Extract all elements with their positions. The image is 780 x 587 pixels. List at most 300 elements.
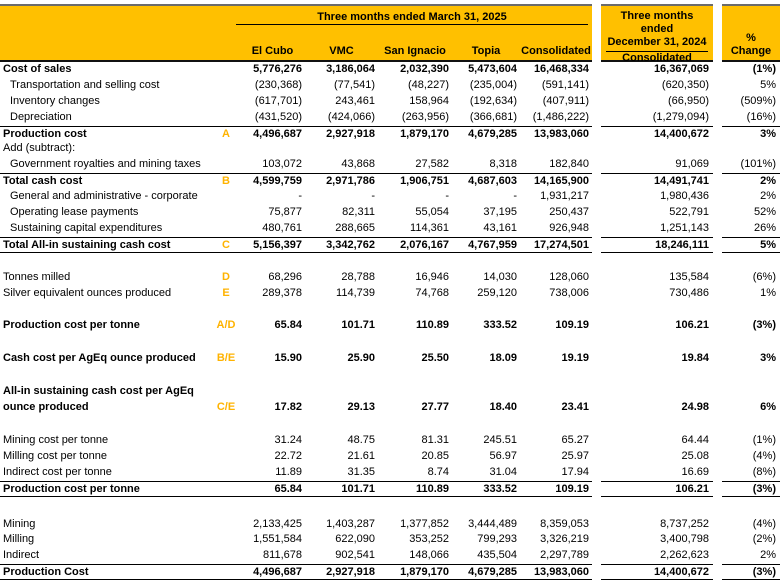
column-header-vmc: VMC [329,45,354,57]
cell-consolidated-2024: 8,737,252 [660,517,709,530]
column-gutter [713,110,722,126]
cell-san-ignacio: 158,964 [409,94,449,107]
cell-vmc: 2,927,918 [326,127,375,140]
column-gutter [713,465,722,481]
cell-san-ignacio: (48,227) [408,78,449,91]
cell-san-ignacio: 148,066 [409,549,449,562]
column-gutter [713,384,722,400]
cell-topia: 14,030 [483,270,517,283]
table-row [0,141,780,157]
column-gutter [592,157,601,173]
row-label: General and administrative - corporate [10,190,198,203]
cell-san-ignacio: 2,032,390 [400,63,449,75]
cell-consolidated: 16,468,334 [533,63,589,75]
row-code [212,141,240,157]
cell-pct-change: (3%) [722,564,780,580]
cell-pct-change [722,384,780,400]
table-header [0,4,780,62]
cell-pct-change: 1% [760,286,776,299]
cell-san-ignacio: 110.89 [415,482,449,495]
cell-consolidated [520,384,592,400]
column-gutter [713,78,722,94]
cell-pct-change: (4%) [752,517,776,530]
cell-el-cubo: 811,678 [263,549,302,562]
column-gutter [592,517,601,533]
cell-consolidated-2024: 19.84 [681,352,709,365]
table-row [0,157,780,173]
row-label: Indirect cost per tonne [3,465,112,478]
cell-consolidated: 13,983,060 [533,127,589,140]
cell-el-cubo: (617,701) [254,94,302,107]
table-row [0,564,780,580]
row-code [212,532,240,548]
cell-consolidated-2024: 730,486 [669,286,709,299]
cell-consolidated: 182,840 [549,158,589,171]
cell-san-ignacio: 74,768 [415,286,449,299]
cell-vmc: (77,541) [334,78,375,91]
column-gutter [713,237,722,253]
cell-vmc: 101.71 [341,319,375,332]
cell-consolidated: 250,437 [549,206,589,219]
cell-consolidated: (1,486,222) [532,110,589,123]
row-code [212,94,240,110]
cell-el-cubo: 289,378 [262,286,302,299]
row-main-segment [0,173,592,189]
column-gutter [713,433,722,449]
cell-vmc: 2,927,918 [326,566,375,579]
cell-san-ignacio: 16,946 [415,270,449,283]
cell-topia: (192,634) [469,94,517,107]
table-row [0,532,780,548]
cell-consolidated: 738,006 [549,286,589,299]
cell-topia: 259,120 [477,286,517,299]
cell-consolidated: 1,931,217 [540,190,589,203]
cell-pct-change: 2% [760,549,776,562]
spacer-row [0,301,780,318]
row-main-segment [0,141,592,157]
cell-consolidated: 109.19 [555,319,589,332]
row-label: Government royalties and mining taxes [10,158,201,171]
column-gutter [592,205,601,221]
cell-vmc: 114,739 [336,286,375,299]
table-row [0,94,780,110]
header-q1-2025-block [0,4,592,62]
row-main-segment [0,400,592,416]
table-row [0,62,780,78]
cell-san-ignacio: 353,252 [409,533,449,546]
column-header-consolidated-2024: Consolidated [622,52,692,64]
table-row [0,351,780,367]
column-gutter [592,237,601,253]
cell-topia [452,141,520,157]
column-gutter [713,517,722,533]
row-main-segment [0,449,592,465]
row-main-segment [0,318,592,334]
cell-consolidated-2024: 24.98 [681,401,709,414]
table-row [0,465,780,481]
cell-consolidated: 926,948 [549,221,589,234]
cell-topia: (235,004) [469,78,517,91]
row-label: Indirect [3,549,40,562]
cell-san-ignacio: 8.74 [427,465,449,478]
cell-vmc: 2,971,786 [326,175,375,188]
column-gutter [592,110,601,126]
header-q4-2024-block [601,4,713,62]
cell-el-cubo: 4,496,687 [253,566,302,579]
column-gutter [713,481,722,497]
cell-san-ignacio: 1,879,170 [400,566,449,579]
cell-topia: 4,679,285 [468,566,517,579]
cell-el-cubo: 75,877 [268,206,302,219]
row-label: ounce produced [3,401,89,414]
row-main-segment [0,465,592,481]
cell-pct-change: (4%) [752,449,776,462]
cell-san-ignacio: 27,582 [415,158,449,171]
cell-pct-change [722,141,780,157]
column-gutter [713,173,722,189]
cell-pct-change: 5% [760,78,776,91]
table-row [0,237,780,253]
table-row [0,205,780,221]
cell-el-cubo: 103,072 [262,158,302,171]
row-main-segment [0,351,592,367]
cell-pct-change: 5% [722,237,780,253]
row-main-segment [0,481,592,497]
cell-san-ignacio: 25.50 [421,352,449,365]
cell-el-cubo [240,141,305,157]
table-row [0,481,780,497]
table-row [0,189,780,205]
cell-pct-change: (1%) [752,434,776,447]
cell-vmc: (424,066) [327,110,375,123]
cell-consolidated: 3,326,219 [540,533,589,546]
cell-topia: - [513,190,517,203]
cell-consolidated-2024: (620,350) [661,78,709,91]
column-gutter [592,173,601,189]
header-period-2024 [606,6,708,52]
row-label: Total All-in sustaining cash cost [3,238,171,251]
cell-consolidated-2024: 106.21 [601,481,713,497]
row-code [212,433,240,449]
row-code [212,449,240,465]
cell-pct-change: 26% [753,221,776,234]
cell-consolidated-2024: 14,400,672 [601,126,713,142]
row-code: C [222,238,230,251]
cell-consolidated-2024: 106.21 [675,319,709,332]
cell-vmc: 28,788 [341,270,375,283]
row-main-segment [0,157,592,173]
cell-topia [452,384,520,400]
cell-pct-change: 52% [753,206,776,219]
cell-vmc: 1,403,287 [326,517,375,530]
row-label: Depreciation [10,110,72,123]
cell-san-ignacio: 114,361 [410,221,449,234]
cell-consolidated: 17.94 [561,465,589,478]
column-gutter [713,318,722,334]
cell-vmc [305,384,378,400]
column-gutter [592,548,601,564]
cell-consolidated-2024: (66,950) [668,94,709,107]
cell-el-cubo: 2,133,425 [253,517,302,530]
row-code: B [222,175,230,188]
column-gutter [592,384,601,400]
row-label: Production cost per tonne [3,482,140,495]
header-pct-change-block [722,4,780,62]
column-gutter [713,449,722,465]
column-header-el-cubo: El Cubo [251,45,294,57]
column-gutter [592,449,601,465]
cell-topia: 31.04 [489,465,517,478]
column-gutter [592,221,601,237]
header-label-spacer [0,45,212,58]
column-gutter [713,564,722,580]
spacer-row [0,416,780,433]
cell-pct-change: (3%) [752,319,776,332]
column-gutter [713,286,722,302]
cell-san-ignacio: 55,054 [415,206,449,219]
cell-consolidated: 25.97 [561,449,589,462]
column-gutter [713,157,722,173]
row-code [212,517,240,533]
row-code: A [222,127,230,140]
cell-san-ignacio: 20.85 [421,449,449,462]
cell-vmc: 902,541 [335,549,375,562]
row-main-segment [0,433,592,449]
row-main-segment [0,517,592,533]
cell-vmc: 622,090 [335,533,375,546]
row-main-segment [0,564,592,580]
cell-el-cubo: 17.82 [274,401,302,414]
row-code [212,157,240,173]
column-gutter [713,270,722,286]
row-main-segment [0,548,592,564]
cell-san-ignacio: 27.77 [421,401,449,414]
column-gutter [713,62,722,78]
cell-pct-change: (8%) [752,465,776,478]
cell-pct-change: (101%) [740,158,776,171]
column-gutter [713,351,722,367]
column-gutter [713,532,722,548]
row-label: Total cash cost [3,175,83,188]
cell-vmc: 3,342,762 [326,238,375,251]
row-main-segment [0,94,592,110]
cell-consolidated-2024: 18,246,111 [601,237,713,253]
column-gutter [592,126,601,142]
cell-pct-change: (1%) [752,63,776,75]
cell-vmc: 82,311 [342,206,375,219]
cell-el-cubo: 480,761 [262,221,302,234]
cell-topia: 245.51 [483,434,517,447]
header-code-spacer [212,45,240,58]
column-gutter [713,141,722,157]
column-gutter [592,286,601,302]
cell-san-ignacio: 81.31 [421,434,449,447]
table-row [0,78,780,94]
cell-san-ignacio: 1,879,170 [400,127,449,140]
table-row [0,110,780,126]
cell-consolidated [520,141,592,157]
row-label: Milling [3,533,35,546]
row-code: E [222,286,230,299]
table-row [0,270,780,286]
row-code [212,189,240,205]
row-main-segment [0,205,592,221]
cell-el-cubo: 68,296 [268,270,302,283]
row-main-segment [0,126,592,142]
cell-consolidated-2024: 91,069 [675,158,709,171]
cell-san-ignacio: (263,956) [401,110,449,123]
column-gutter [713,205,722,221]
cell-el-cubo: 22.72 [274,449,302,462]
cell-san-ignacio: 1,377,852 [400,517,449,530]
cell-pct-change: 3% [760,352,776,365]
row-label: Silver equivalent ounces produced [3,286,172,299]
cell-topia: 4,767,959 [468,238,517,251]
cell-topia: 56.97 [489,449,517,462]
cell-consolidated: 14,165,900 [533,175,589,188]
row-main-segment [0,384,592,400]
cell-topia: 333.52 [483,319,517,332]
spacer-row [0,334,780,351]
column-headers-row [0,45,592,60]
cell-el-cubo: (230,368) [254,78,302,91]
row-code [212,384,240,400]
cell-san-ignacio [378,384,452,400]
cell-consolidated-2024 [601,141,713,157]
column-gutter [713,4,722,62]
row-main-segment [0,286,592,302]
cell-consolidated: 109.19 [555,482,589,495]
row-label: Production cost [3,127,87,140]
column-gutter [713,126,722,142]
header-period-2024-line1: Three months ended [620,10,694,35]
row-code [212,465,240,481]
column-gutter [592,78,601,94]
cell-pct-change: 2% [760,190,776,203]
table-row [0,400,780,416]
column-header-topia: Topia [471,45,501,57]
row-main-segment [0,221,592,237]
column-gutter [592,481,601,497]
cell-vmc: - [371,190,375,203]
table-row [0,126,780,142]
row-code [212,548,240,564]
cost-summary-table [0,4,780,580]
row-code [212,110,240,126]
row-main-segment [0,189,592,205]
cell-el-cubo: 1,551,584 [253,533,302,546]
cell-consolidated-2024: 16.69 [681,465,709,478]
row-label: Inventory changes [10,94,100,107]
column-gutter [592,564,601,580]
table-row [0,221,780,237]
cell-consolidated: 2,297,789 [540,549,589,562]
header-period-2025: Three months ended March 31, 2025 [236,6,588,25]
row-label: Transportation and selling cost [10,78,160,91]
spacer-row [0,497,780,517]
cell-topia: 18.09 [489,352,517,365]
cell-topia: 333.52 [483,482,517,495]
row-code: C/E [216,401,236,414]
header-period-2024-line2: December 31, 2024 [607,36,707,48]
row-label: All-in sustaining cash cost per AgEq [3,385,194,398]
cell-el-cubo: 11.89 [275,465,302,478]
cell-el-cubo: 4,599,759 [253,175,302,188]
cell-el-cubo: 65.84 [274,482,302,495]
cell-vmc: 3,186,064 [326,63,375,75]
column-gutter [592,62,601,78]
cell-topia: 18.40 [489,401,517,414]
cell-el-cubo: 5,156,397 [253,238,302,251]
cell-san-ignacio: 110.89 [415,319,449,332]
table-row [0,173,780,189]
column-gutter [592,532,601,548]
table-row [0,286,780,302]
cell-vmc: 48.75 [347,434,375,447]
cell-pct-change: (509%) [740,94,776,107]
row-label: Cash cost per AgEq ounce produced [3,352,196,365]
cell-consolidated: 65.27 [561,434,589,447]
cell-pct-change: 6% [760,401,776,414]
table-row [0,548,780,564]
cell-topia: 37,195 [483,206,517,219]
cell-el-cubo: 5,776,276 [253,63,302,75]
column-header-san-ignacio: San Ignacio [384,45,446,57]
column-gutter [592,4,601,62]
row-code: D [222,270,230,283]
row-label: Tonnes milled [3,270,71,283]
cell-consolidated: 23.41 [561,401,589,414]
column-gutter [713,400,722,416]
row-label: Cost of sales [3,63,72,75]
cell-consolidated-2024: 1,980,436 [660,190,709,203]
cell-el-cubo: 15.90 [274,352,302,365]
cell-consolidated: 13,983,060 [533,566,589,579]
cell-vmc [305,141,378,157]
row-label: Operating lease payments [10,206,139,219]
row-code [212,78,240,94]
cell-san-ignacio: 2,076,167 [400,238,449,251]
cell-consolidated-2024: 14,400,672 [601,564,713,580]
cell-topia: 435,504 [477,549,517,562]
cell-vmc: 243,461 [335,94,375,107]
table-body [0,62,780,580]
cell-pct-change: (6%) [752,270,776,283]
cell-vmc: 288,665 [335,221,375,234]
row-code [212,62,240,78]
row-code [212,221,240,237]
row-code: A/D [216,319,236,332]
row-label: Production Cost [3,566,89,579]
cell-consolidated-2024: 16,367,069 [653,63,709,75]
cell-topia: 4,679,285 [468,127,517,140]
table-row [0,449,780,465]
column-header-consolidated: Consolidated [521,45,591,57]
row-label: Mining cost per tonne [3,434,109,447]
column-gutter [592,270,601,286]
row-label: Milling cost per tonne [3,449,107,462]
row-main-segment [0,532,592,548]
row-code: B/E [216,352,236,365]
cell-san-ignacio [378,141,452,157]
cell-pct-change: (16%) [746,110,776,123]
cell-topia: 8,318 [489,158,517,171]
cell-consolidated-2024: 25.08 [681,449,709,462]
pct-header-line2: Change [730,45,772,57]
cell-pct-change: (3%) [722,481,780,497]
cell-consolidated-2024: 64.44 [681,434,709,447]
cell-consolidated-2024 [601,384,713,400]
